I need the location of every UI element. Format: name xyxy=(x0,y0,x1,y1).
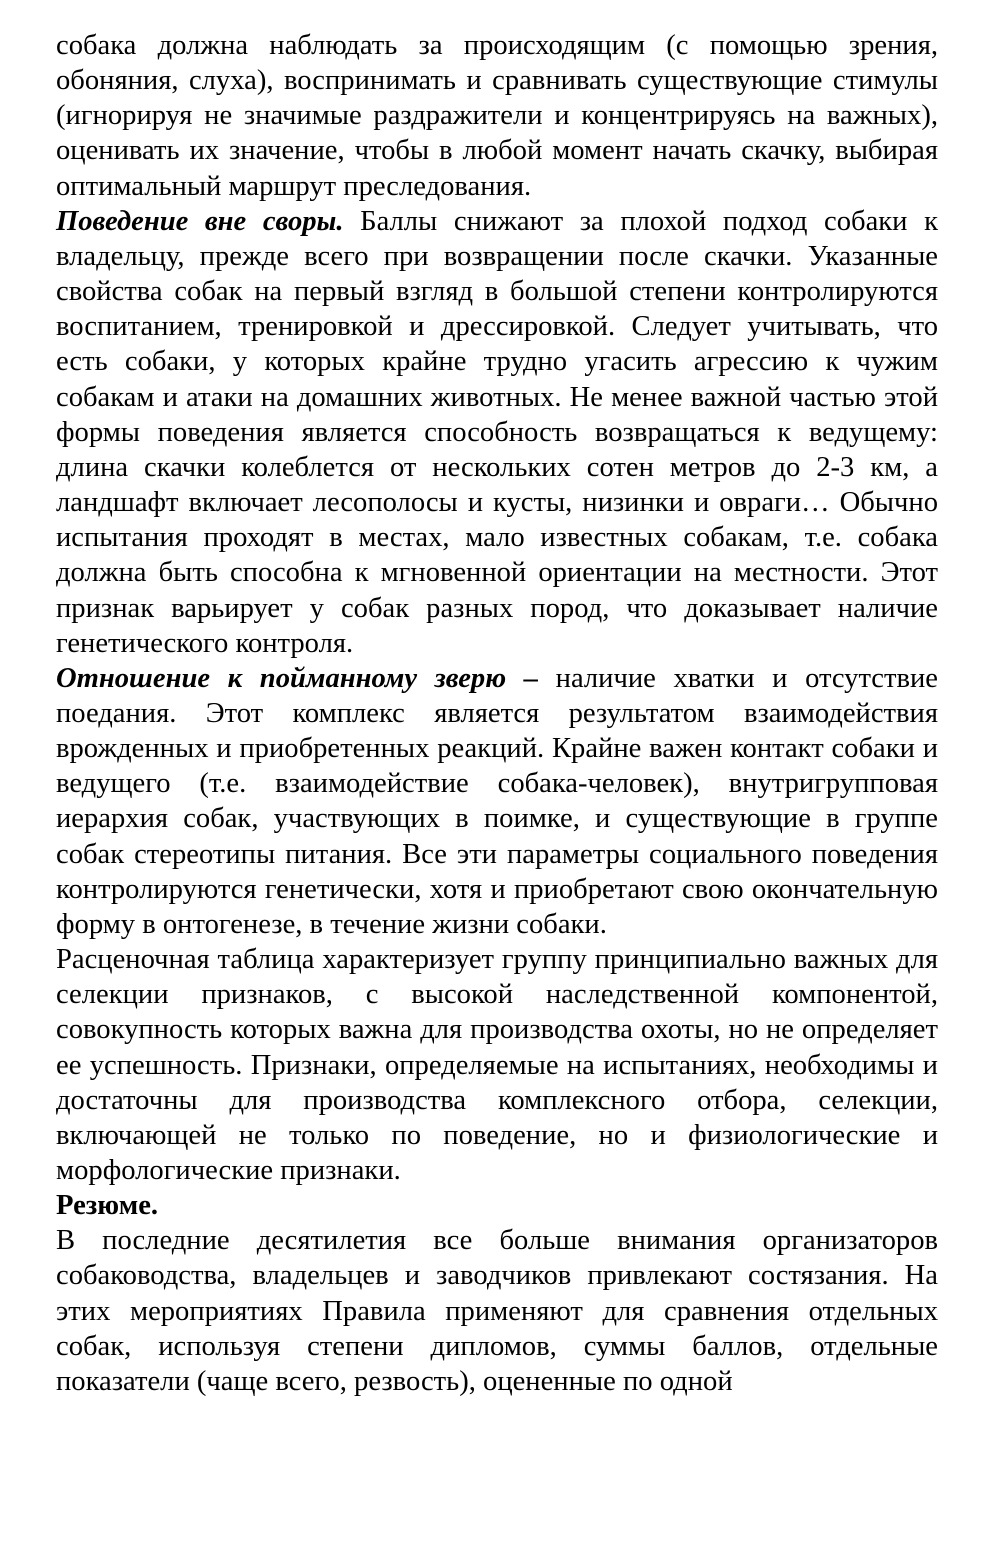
resume-heading: Резюме. xyxy=(56,1190,159,1222)
off-leash-text: Баллы снижают за плохой подход собаки к владельцу, прежде всего при возвращении после скачки. Указанные свойства собак на первый взгляд в большой степени контролируются воспитанием, тренировкой и дрессировкой. Следует учитывать, что есть собаки, у которых крайне трудно угасить агрессию к чужим собакам и атаки на домашних животных. Не менее важной частью этой формы поведения является способность возвращаться к ведущему: длина скачки колеблется от нескольких сотен метров до 2-3 км, а ландшафт включает лесополосы и кусты, низинки и овраги… Обычно испытания проходят в местах, мало известных собакам, т.е. собака должна быть способна к мгновенной ориентации на местности. Этот признак варьирует у собак разных пород, что доказывает наличие генетического контроля. xyxy=(56,205,938,659)
off-leash-heading: Поведение вне своры. xyxy=(56,205,344,237)
paragraph-caught-game xyxy=(56,661,938,942)
caught-game-text: наличие хватки и отсутствие поедания. Этот комплекс является результатом взаимодействия врожденных и приобретенных реакций. Крайне важен контакт собаки и ведущего (т.е. взаимодействие собака-человек), внутригрупповая иерархия собак, участвующих в поимке, и существующие в группе собак стереотипы питания. Все эти параметры социального поведения контролируются генетически, хотя и приобретают свою окончательную форму в онтогенезе, в течение жизни собаки. xyxy=(56,662,938,940)
paragraph-observation: собака должна наблюдать за происходящим (с помощью зрения, обоняния, слуха), воспринимать и сравнивать существующие стимулы (игнорируя не значимые раздражители и концентрируясь на важных), оценивать их значение, чтобы в любой момент начать скачку, выбирая оптимальный маршрут преследования. xyxy=(56,30,938,202)
paragraph-resume: В последние десятилетия все больше внимания организаторов собаководства, владельцев и заводчиков привлекают состязания. На этих мероприятиях Правила применяют для сравнения отдельных собак, используя степени дипломов, суммы баллов, отдельные показатели (чаще всего, резвость), оцененные по одной xyxy=(56,1225,938,1397)
caught-game-heading: Отношение к пойманному зверю – xyxy=(56,662,539,694)
paragraph-off-leash-behavior xyxy=(56,204,938,661)
document-page xyxy=(56,28,938,1399)
paragraph-scoring-table: Расценочная таблица характеризует группу принципиально важных для селекции признаков, с высокой наследственной компонентой, совокупность которых важна для производства охоты, но не определяет ее успешность. Признаки, определяемые на испытаниях, необходимы и достаточны для производства комплексного отбора, селекции, включающей не только по поведение, но и физиологические и морфологические признаки. xyxy=(56,944,938,1186)
